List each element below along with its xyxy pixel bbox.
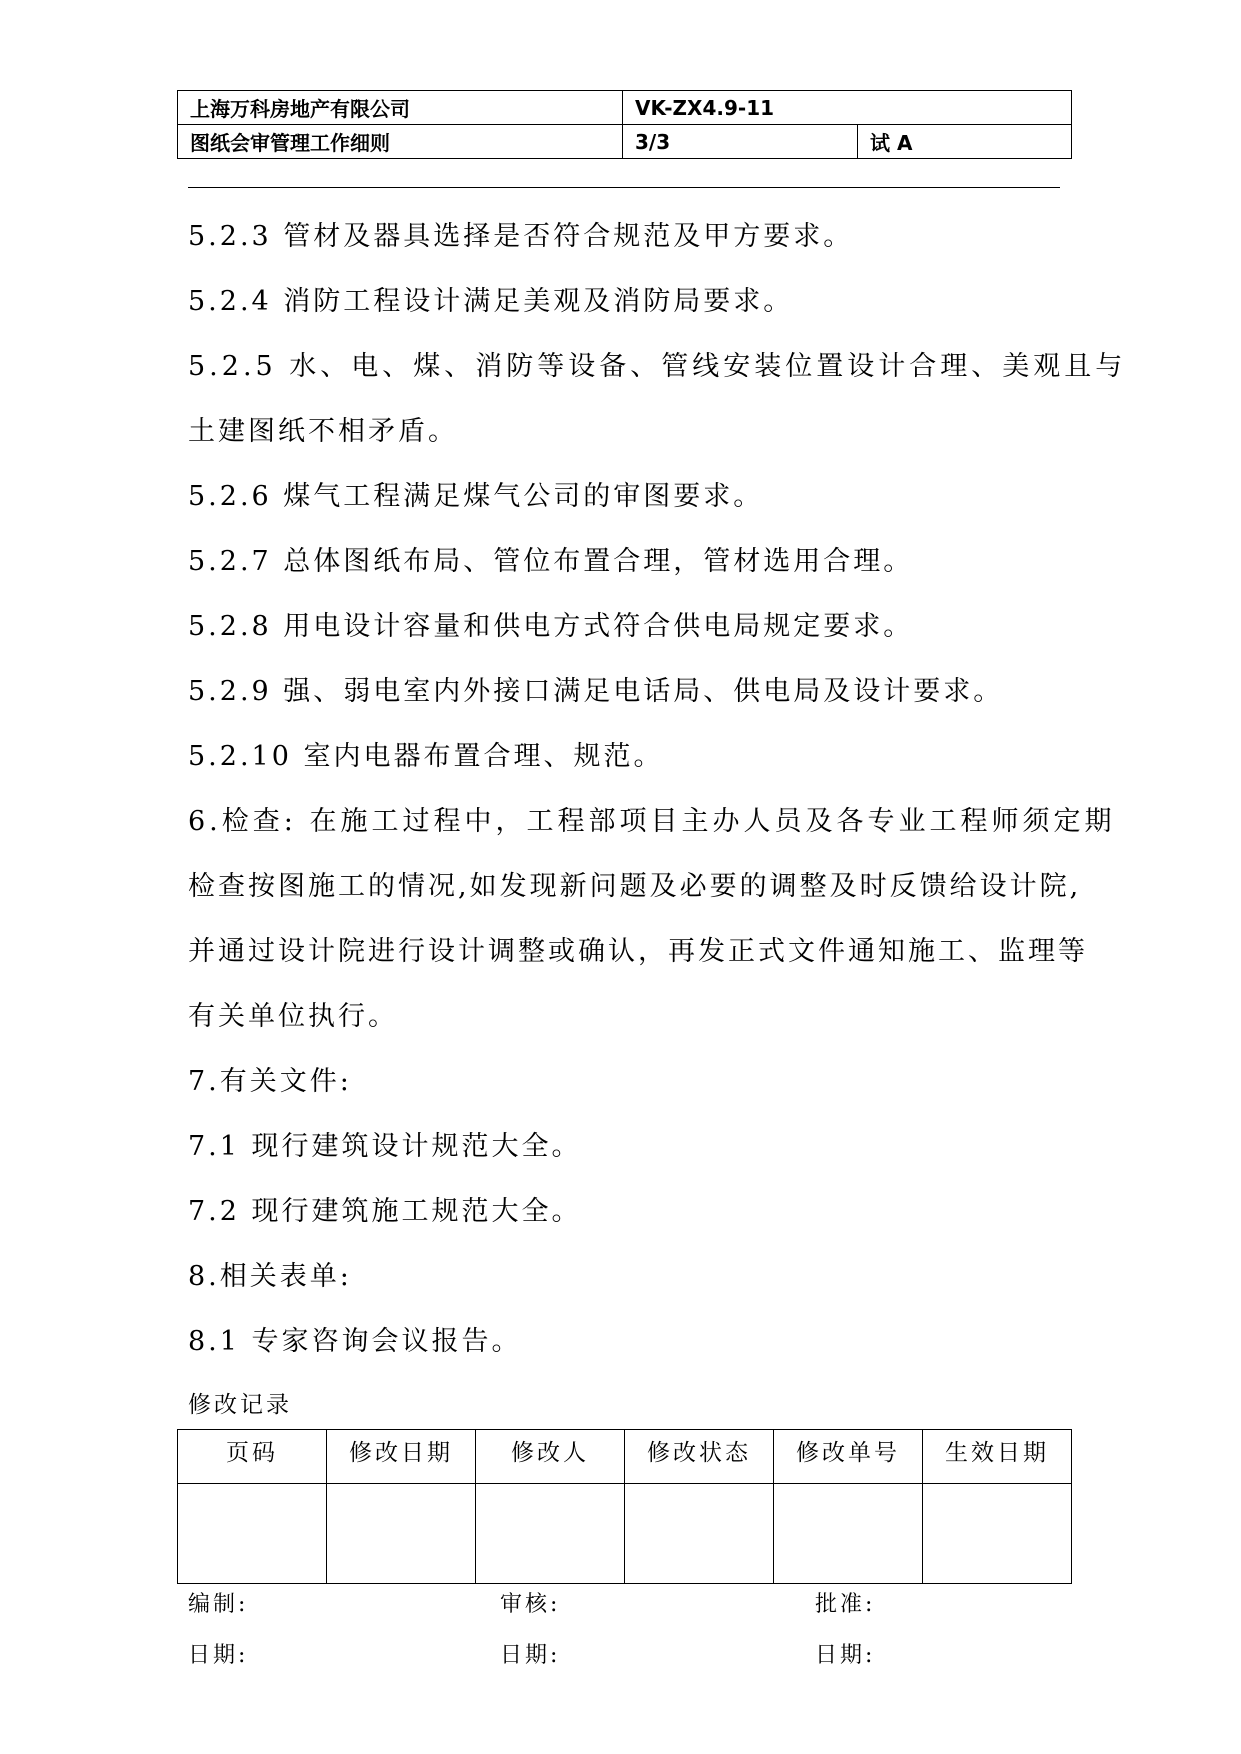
revision-empty-row xyxy=(178,1484,1072,1584)
paragraph: 7.有关文件: xyxy=(188,1066,352,1097)
paragraph: 8.相关表单: xyxy=(188,1261,352,1292)
revision-header-row xyxy=(178,1430,1072,1484)
column-header: 修改日期 xyxy=(327,1430,476,1484)
table-cell xyxy=(476,1484,625,1584)
paragraph: 5.2.9 强、弱电室内外接口满足电话局、供电局及设计要求。 xyxy=(188,676,1004,707)
company-name: 上海万科房地产有限公司 xyxy=(178,91,623,125)
approved-date-label: 日期: xyxy=(815,1643,876,1668)
table-cell xyxy=(327,1484,476,1584)
table-cell xyxy=(774,1484,923,1584)
header-row-1 xyxy=(178,91,1072,125)
table-cell xyxy=(923,1484,1072,1584)
paragraph: 5.2.3 管材及器具选择是否符合规范及甲方要求。 xyxy=(188,221,854,252)
approved-by-label: 批准: xyxy=(815,1592,876,1617)
page-number: 3/3 xyxy=(623,125,858,159)
column-header: 页码 xyxy=(178,1430,327,1484)
column-header: 生效日期 xyxy=(923,1430,1072,1484)
table-cell xyxy=(178,1484,327,1584)
document-number: VK-ZX4.9-11 xyxy=(623,91,1072,125)
paragraph: 5.2.4 消防工程设计满足美观及消防局要求。 xyxy=(188,286,794,317)
document-title: 图纸会审管理工作细则 xyxy=(178,125,623,159)
paragraph: 8.1 专家咨询会议报告。 xyxy=(188,1326,522,1357)
paragraph: 5.2.8 用电设计容量和供电方式符合供电局规定要求。 xyxy=(188,611,914,642)
paragraph: 5.2.5 水、电、煤、消防等设备、管线安装位置设计合理、美观且与 xyxy=(188,351,1127,382)
revision-record-title: 修改记录 xyxy=(188,1392,292,1418)
document-version: 试 A xyxy=(858,125,1072,159)
reviewed-date-label: 日期: xyxy=(500,1643,561,1668)
document-header-table xyxy=(177,90,1072,159)
table-cell xyxy=(625,1484,774,1584)
paragraph: 7.2 现行建筑施工规范大全。 xyxy=(188,1196,582,1227)
paragraph: 有关单位执行。 xyxy=(188,1001,398,1032)
prepared-by-label: 编制: xyxy=(188,1592,249,1617)
paragraph: 5.2.7 总体图纸布局、管位布置合理，管材选用合理。 xyxy=(188,546,914,577)
paragraph: 并通过设计院进行设计调整或确认，再发正式文件通知施工、监理等 xyxy=(188,936,1088,967)
paragraph: 5.2.10 室内电器布置合理、规范。 xyxy=(188,741,664,772)
reviewed-by-label: 审核: xyxy=(500,1592,561,1617)
paragraph: 5.2.6 煤气工程满足煤气公司的审图要求。 xyxy=(188,481,764,512)
paragraph: 土建图纸不相矛盾。 xyxy=(188,416,458,447)
header-row-2 xyxy=(178,125,1072,159)
header-divider xyxy=(188,187,1060,188)
prepared-date-label: 日期: xyxy=(188,1643,249,1668)
revision-record-table xyxy=(177,1429,1072,1584)
column-header: 修改人 xyxy=(476,1430,625,1484)
paragraph: 检查按图施工的情况,如发现新问题及必要的调整及时反馈给设计院, xyxy=(188,871,1082,902)
paragraph: 7.1 现行建筑设计规范大全。 xyxy=(188,1131,582,1162)
document-body xyxy=(188,204,1127,1374)
paragraph: 6.检查: 在施工过程中，工程部项目主办人员及各专业工程师须定期 xyxy=(188,806,1116,837)
column-header: 修改状态 xyxy=(625,1430,774,1484)
column-header: 修改单号 xyxy=(774,1430,923,1484)
